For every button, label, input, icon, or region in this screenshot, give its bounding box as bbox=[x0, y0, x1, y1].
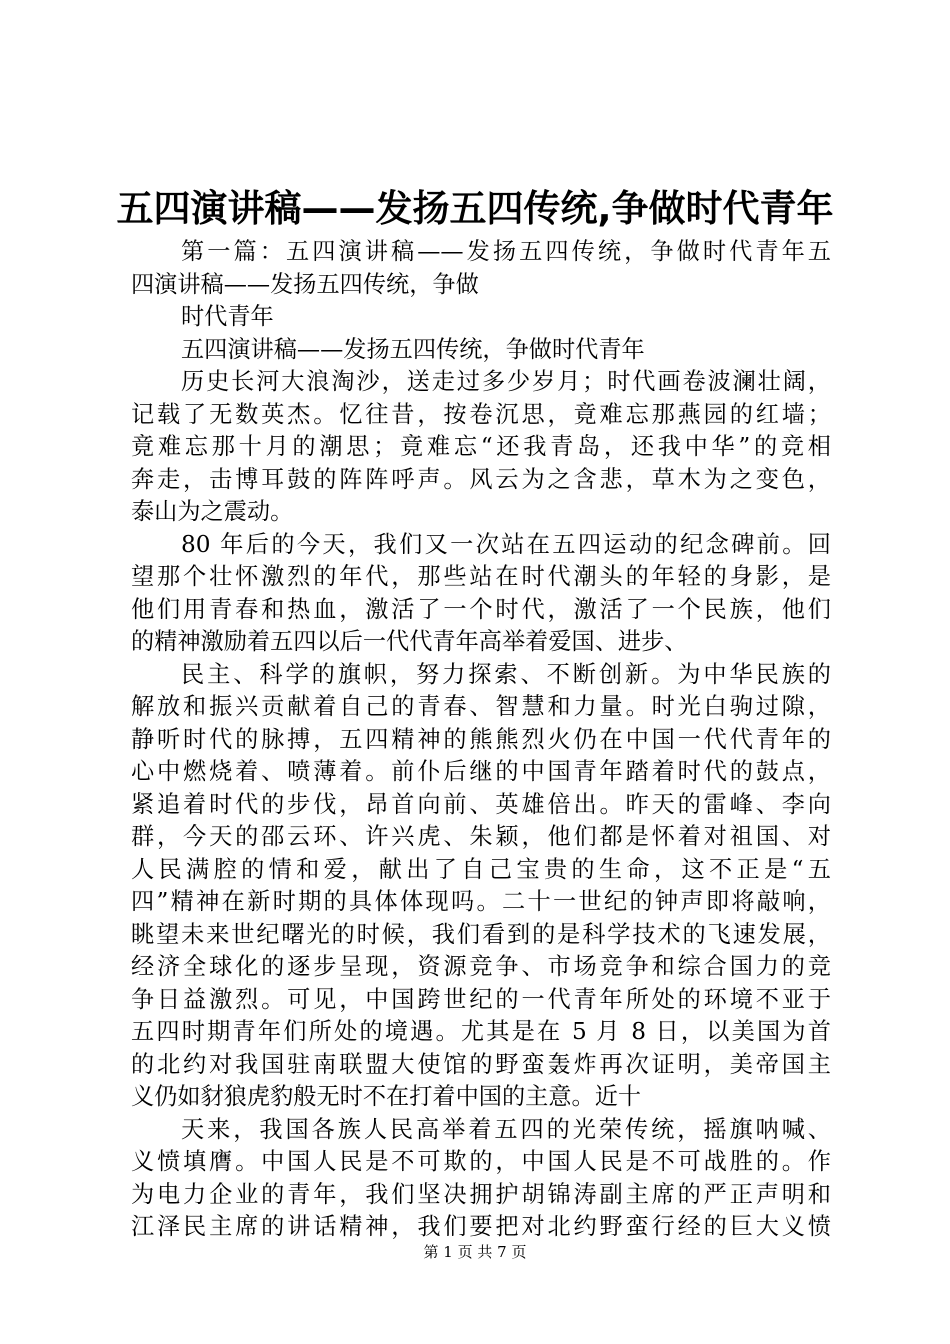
paragraph-line: 的北约对我国驻南联盟大使馆的野蛮轰炸再次证明，美帝国主 bbox=[131, 1050, 831, 1078]
paragraph-line: 义仍如豺狼虎豹般无时不在打着中国的主意。近十 bbox=[131, 1083, 642, 1110]
paragraph-line: 江泽民主席的讲话精神，我们要把对北约野蛮行经的巨大义愤 bbox=[131, 1213, 831, 1240]
paragraph-line: 群，今天的邵云环、许兴虎、朱颖，他们都是怀着对祖国、对 bbox=[131, 823, 831, 850]
paragraph-line: 时代青年 bbox=[181, 303, 274, 330]
paragraph-line: 奔走，击博耳鼓的阵阵呼声。风云为之含悲，草木为之变色， bbox=[131, 465, 831, 493]
paragraph-line: 四”精神在新时期的具体体现吗。二十一世纪的钟声即将敲响， bbox=[131, 888, 831, 915]
paragraph-line: 人民满腔的情和爱，献出了自己宝贵的生命，这不正是“五 bbox=[131, 855, 831, 883]
paragraph-line: 第一篇：五四演讲稿——发扬五四传统，争做时代青年五 bbox=[181, 238, 831, 265]
paragraph-line: 眺望未来世纪曙光的时候，我们看到的是科学技术的飞速发展， bbox=[131, 920, 831, 948]
paragraph-line: 80 年后的今天，我们又一次站在五四运动的纪念碑前。回 bbox=[181, 530, 831, 558]
paragraph-line: 历史长河大浪淘沙，送走过多少岁月；时代画卷波澜壮阔， bbox=[181, 368, 831, 395]
paragraph-line: 心中燃烧着、喷薄着。前仆后继的中国青年踏着时代的鼓点， bbox=[131, 758, 831, 785]
paragraph-line: 民主、科学的旗帜，努力探索、不断创新。为中华民族的 bbox=[181, 660, 831, 688]
paragraph-line: 紧追着时代的步伐，昂首向前、英雄倍出。昨天的雷峰、李向 bbox=[131, 790, 831, 818]
paragraph-line: 解放和振兴贡献着自己的青春、智慧和力量。时光白驹过隙， bbox=[131, 693, 831, 720]
paragraph-line: 的精神激励着五四以后一代代青年高举着爱国、进步、 bbox=[131, 628, 688, 655]
paragraph-line: 他们用青春和热血，激活了一个时代，激活了一个民族，他们 bbox=[131, 595, 831, 623]
paragraph-line: 记载了无数英杰。忆往昔，按卷沉思，竟难忘那燕园的红墙； bbox=[131, 400, 831, 428]
paragraph-line: 争日益激烈。可见，中国跨世纪的一代青年所处的环境不亚于 bbox=[131, 985, 831, 1013]
paragraph-line: 竟难忘那十月的潮思；竟难忘“还我青岛，还我中华”的竞相 bbox=[131, 433, 831, 460]
paragraph-line: 五四时期青年们所处的境遇。尤其是在 5 月 8 日，以美国为首 bbox=[131, 1018, 831, 1045]
paragraph-line: 泰山为之震动。 bbox=[131, 498, 294, 525]
paragraph-line: 五四演讲稿——发扬五四传统，争做时代青年 bbox=[181, 335, 645, 363]
paragraph-line: 为电力企业的青年，我们坚决拥护胡锦涛副主席的严正声明和 bbox=[131, 1180, 831, 1208]
document-body bbox=[131, 236, 831, 1244]
page-footer: 第 1 页 共 7 页 bbox=[423, 1243, 527, 1261]
paragraph-line: 四演讲稿——发扬五四传统，争做 bbox=[131, 270, 479, 298]
paragraph-line: 静听时代的脉搏，五四精神的熊熊烈火仍在中国一代代青年的 bbox=[131, 725, 831, 753]
paragraph-line: 天来，我国各族人民高举着五四的光荣传统，摇旗呐喊、 bbox=[181, 1115, 831, 1143]
paragraph-line: 经济全球化的逐步呈现，资源竞争、市场竞争和综合国力的竞 bbox=[131, 953, 831, 980]
document-title: 五四演讲稿——发扬五四传统,争做时代青年 bbox=[116, 187, 834, 230]
paragraph-line: 望那个壮怀激烈的年代，那些站在时代潮头的年轻的身影，是 bbox=[131, 563, 831, 590]
paragraph-line: 义愤填膺。中国人民是不可欺的，中国人民是不可战胜的。作 bbox=[131, 1148, 831, 1175]
